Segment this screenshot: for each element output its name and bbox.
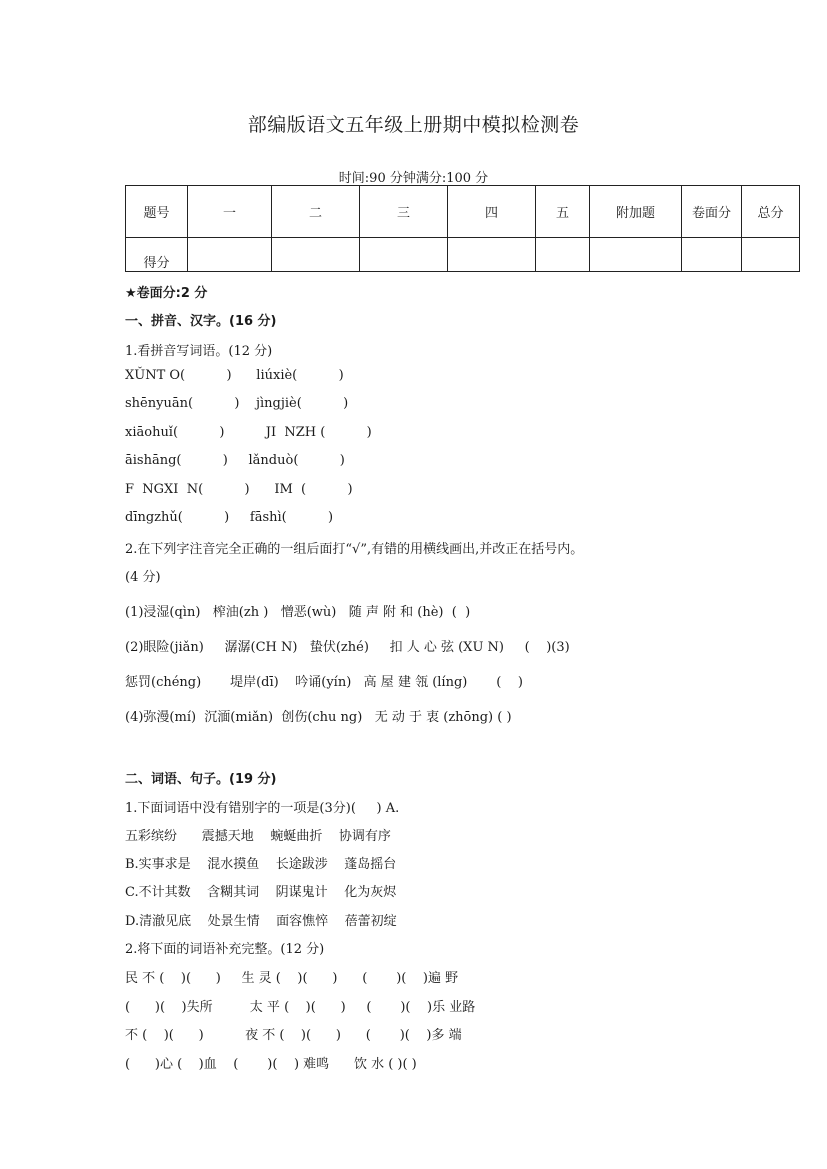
pinyin-line: xiāohuǐ( ) JI NZH ( ) <box>125 425 372 440</box>
pinyin-line: shēnyuān( ) jìngjiè( ) <box>125 396 349 411</box>
score-cell[interactable] <box>272 238 360 272</box>
pinyin-line: XǓNT O( ) liúxiè( ) <box>125 368 344 383</box>
page-title: 部编版语文五年级上册期中模拟检测卷 <box>247 114 580 136</box>
score-table-header-row <box>126 186 800 238</box>
score-header-cell: 五 <box>536 186 590 238</box>
section-heading-one: 一、拼音、汉字。(16 分) <box>125 314 277 329</box>
time-info: 时间:90 分钟满分:100 分 <box>338 171 489 186</box>
score-header-cell: 四 <box>448 186 536 238</box>
question-2-2: 2.将下面的词语补充完整。(12 分) <box>125 942 325 957</box>
idiom-fill-line: 不 ( )( ) 夜 不 ( )( ) ( )( )多 端 <box>125 1028 462 1043</box>
score-table-score-row <box>126 238 800 272</box>
question-1-2-points: (4 分) <box>125 570 161 585</box>
score-cell[interactable] <box>360 238 448 272</box>
option-line: D.清澈见底 处景生情 面容憔悴 蓓蕾初绽 <box>125 914 397 929</box>
pinyin-line: F NGXI N( ) IM ( ) <box>125 482 353 497</box>
pinyin-group-line: (4)弥漫(mí) 沉湎(miǎn) 创伤(chu ng) 无 动 于 衷 (zhōng) ( ) <box>125 710 512 725</box>
idiom-fill-line: 民 不 ( )( ) 生 灵 ( )( ) ( )( )遍 野 <box>125 971 459 986</box>
option-line: B.实事求是 混水摸鱼 长途跋涉 蓬岛摇台 <box>125 857 397 872</box>
score-header-cell: 题号 <box>126 186 188 238</box>
score-cell[interactable] <box>590 238 682 272</box>
question-1-2: 2.在下列字注音完全正确的一组后面打“√”,有错的用横线画出,并改正在括号内。 <box>125 542 584 557</box>
score-header-cell: 三 <box>360 186 448 238</box>
score-table <box>125 185 800 272</box>
question-2-1: 1.下面词语中没有错别字的一项是(3分)( ) A. <box>125 801 400 816</box>
score-header-cell: 二 <box>272 186 360 238</box>
idiom-fill-line: ( )心 ( )血 ( )( ) 难鸣 饮 水 ( )( ) <box>125 1057 417 1072</box>
question-1-1: 1.看拼音写词语。(12 分) <box>125 344 273 359</box>
pinyin-line: āishāng( ) lǎnduò( ) <box>125 453 345 468</box>
score-header-cell: 卷面分 <box>682 186 742 238</box>
pinyin-group-line: (2)眼险(jiǎn) 潺潺(CH N) 蛰伏(zhé) 扣 人 心 弦 (XU N) ( )(3) <box>125 640 570 655</box>
paper-neatness-note: ★卷面分:2 分 <box>125 286 208 301</box>
pinyin-line: dīngzhǔ( ) fāshì( ) <box>125 510 334 525</box>
section-heading-two: 二、词语、句子。(19 分) <box>125 772 277 787</box>
pinyin-group-line: 惩罚(chéng) 堤岸(dī) 吟诵(yín) 高 屋 建 瓴 (líng) ( ) <box>125 675 523 690</box>
score-header-cell: 总分 <box>742 186 800 238</box>
option-line: 五彩缤纷 震撼天地 蜿蜒曲折 协调有序 <box>125 829 391 844</box>
score-cell[interactable] <box>536 238 590 272</box>
score-cell[interactable] <box>188 238 272 272</box>
score-cell[interactable] <box>448 238 536 272</box>
option-line: C.不计其数 含糊其词 阴谋鬼计 化为灰烬 <box>125 885 397 900</box>
score-row-label: 得分 <box>126 238 188 272</box>
score-header-cell: 附加题 <box>590 186 682 238</box>
score-cell[interactable] <box>742 238 800 272</box>
idiom-fill-line: ( )( )失所 太 平 ( )( ) ( )( )乐 业路 <box>125 1000 476 1015</box>
pinyin-group-line: (1)浸湿(qìn) 榨油(zh ) 憎恶(wù) 随 声 附 和 (hè) ( ) <box>125 605 471 620</box>
score-cell[interactable] <box>682 238 742 272</box>
score-header-cell: 一 <box>188 186 272 238</box>
